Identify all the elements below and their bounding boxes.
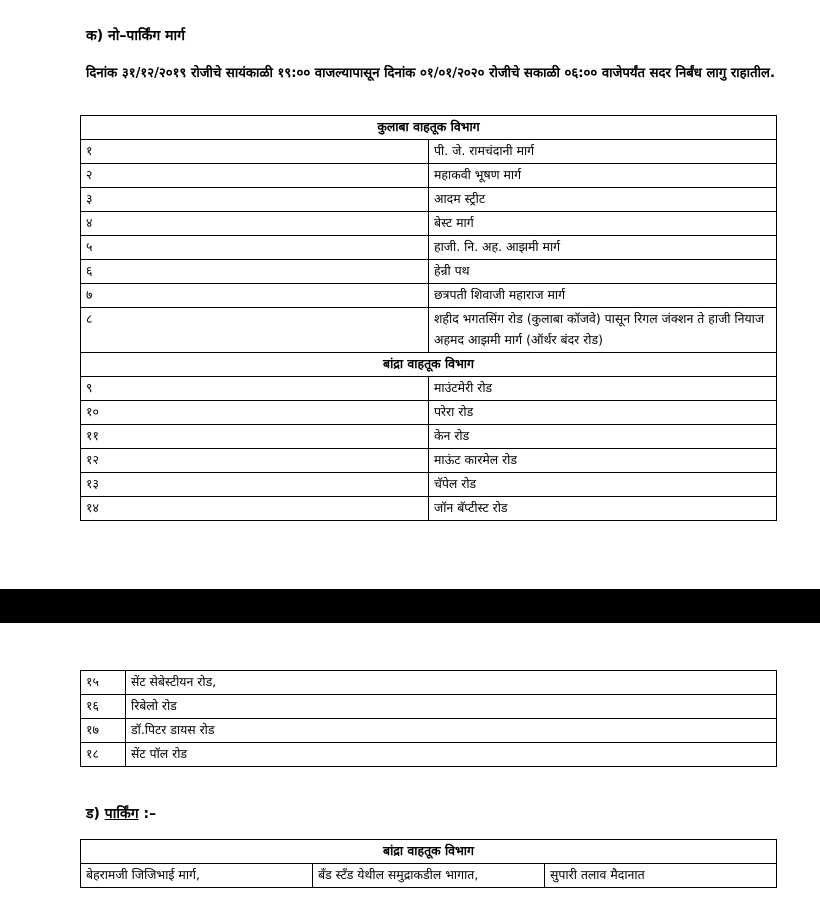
section-header-row <box>81 116 777 140</box>
section-d-heading <box>86 804 156 823</box>
section-c-heading: क) नो–पार्किंग मार्ग <box>86 28 186 44</box>
table-row <box>81 188 777 212</box>
table-row <box>81 284 777 308</box>
road-name: हेन्री पथ <box>429 260 777 284</box>
parking-table <box>80 839 777 888</box>
row-number: ७ <box>81 284 429 308</box>
row-number: १२ <box>81 449 429 473</box>
road-name: माउंटमेरी रोड <box>429 377 777 401</box>
bandra-division-header: बांद्रा वाहतूक विभाग <box>81 353 777 377</box>
row-number: १८ <box>81 743 126 767</box>
table-row <box>81 473 777 497</box>
road-name: छत्रपती शिवाजी महाराज मार्ग <box>429 284 777 308</box>
bandra-division-header: बांद्रा वाहतूक विभाग <box>81 840 777 864</box>
row-number: १३ <box>81 473 429 497</box>
parking-location: सुपारी तलाव मैदानात <box>545 864 777 888</box>
table-row <box>81 671 777 695</box>
road-name: चॅपेल रोड <box>429 473 777 497</box>
road-name: डॉ.पिटर डायस रोड <box>126 719 777 743</box>
no-parking-table-2 <box>80 670 777 767</box>
road-name: केन रोड <box>429 425 777 449</box>
row-number: ८ <box>81 308 429 353</box>
road-name: सेंट सेबेस्टीयन रोड, <box>126 671 777 695</box>
road-name: हाजी. नि. अह. आझमी मार्ग <box>429 236 777 260</box>
row-number: १६ <box>81 695 126 719</box>
section-d-suffix: :– <box>143 806 157 822</box>
section-header-row <box>81 840 777 864</box>
table-row <box>81 449 777 473</box>
road-name: बेस्ट मार्ग <box>429 212 777 236</box>
road-name: शहीद भगतसिंग रोड (कुलाबा कॉजवे) पासून रिगल जंक्शन ते हाजी नियाज अहमद आझमी मार्ग (ऑर्थर बंदर रोड) <box>429 308 777 353</box>
section-header-row <box>81 353 777 377</box>
table-row <box>81 425 777 449</box>
colaba-division-header: कुलाबा वाहतूक विभाग <box>81 116 777 140</box>
table-row <box>81 164 777 188</box>
table-row <box>81 236 777 260</box>
table-row <box>81 401 777 425</box>
table-row <box>81 212 777 236</box>
table-row <box>81 719 777 743</box>
road-name: महाकवी भूषण मार्ग <box>429 164 777 188</box>
table-row <box>81 140 777 164</box>
row-number: १४ <box>81 497 429 521</box>
road-name: परेरा रोड <box>429 401 777 425</box>
row-number: ५ <box>81 236 429 260</box>
section-d-title: पार्किंग <box>104 806 139 822</box>
parking-location: बॅंड स्टॅंड येथील समुद्राकडील भागात, <box>313 864 545 888</box>
restriction-notice: दिनांक ३१/१२/२०१९ रोजीचे सायंकाळी १९:०० वाजल्यापासून दिनांक ०१/०१/२०२० रोजीचे सकाळी ०६:०० वाजेपर्यंत सदर निर्बंध लागु राहातील. <box>86 66 775 81</box>
row-number: १ <box>81 140 429 164</box>
table-row <box>81 864 777 888</box>
table-row <box>81 695 777 719</box>
row-number: ११ <box>81 425 429 449</box>
row-number: १५ <box>81 671 126 695</box>
row-number: ६ <box>81 260 429 284</box>
row-number: ४ <box>81 212 429 236</box>
road-name: आदम स्ट्रीट <box>429 188 777 212</box>
road-name: जॉन बॅप्टीस्ट रोड <box>429 497 777 521</box>
parking-location: बेहरामजी जिजिभाई मार्ग, <box>81 864 313 888</box>
row-number: २ <box>81 164 429 188</box>
row-number: ३ <box>81 188 429 212</box>
road-name: सेंट पॉल रोड <box>126 743 777 767</box>
road-name: पी. जे. रामचंदानी मार्ग <box>429 140 777 164</box>
row-number: १७ <box>81 719 126 743</box>
page-break-band <box>0 589 820 623</box>
table-row <box>81 308 777 353</box>
table-row <box>81 497 777 521</box>
row-number: ९ <box>81 377 429 401</box>
road-name: रिबेलो रोड <box>126 695 777 719</box>
no-parking-table-1 <box>80 115 777 521</box>
table-row <box>81 260 777 284</box>
row-number: १० <box>81 401 429 425</box>
section-d-prefix: ड) <box>86 806 100 822</box>
road-name: माऊंट कारमेल रोड <box>429 449 777 473</box>
table-row <box>81 377 777 401</box>
table-row <box>81 743 777 767</box>
